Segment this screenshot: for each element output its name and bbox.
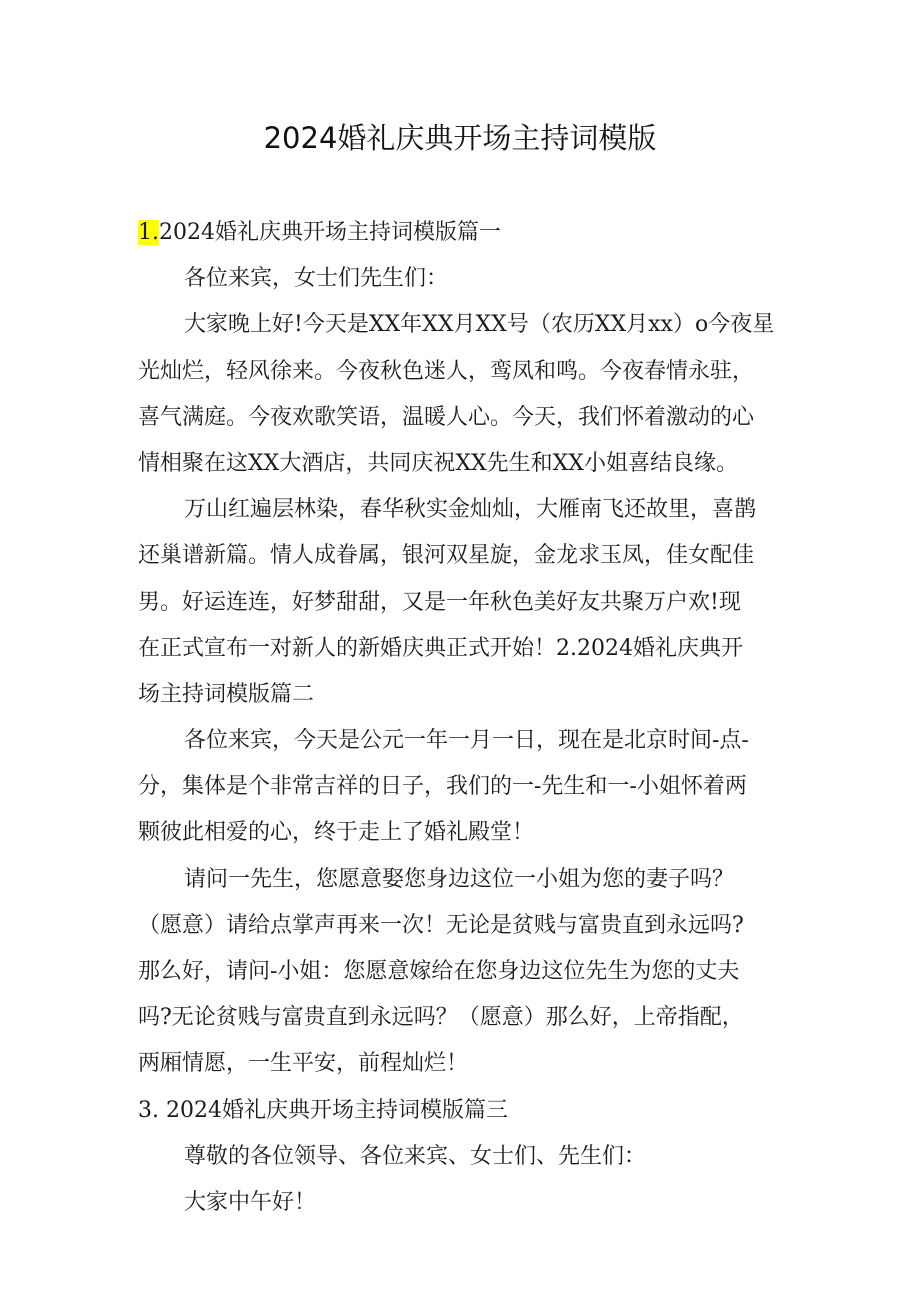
paragraph-line: 喜气满庭。今夜欢歌笑语，温暖人心。今天，我们怀着激动的心 (138, 404, 755, 430)
paragraph-line: 那么好，请问-小姐：您愿意嫁给在您身边这位先生为您的丈夫 (138, 959, 740, 984)
paragraph-line: 吗?无论贫贱与富贵直到永远吗？（愿意）那么好，上帝指配， (138, 1005, 744, 1031)
paragraph-line: 还巢谱新篇。情人成眷属，银河双星旋，金龙求玉凤，佳女配佳 (138, 543, 755, 569)
paragraph-line: 场主持词模版篇二 (138, 681, 315, 707)
paragraph-line: 颗彼此相爱的心，终于走上了婚礼殿堂！ (138, 820, 535, 846)
paragraph-line: 光灿烂，轻风徐来。今夜秋色迷人，鸾凤和鸣。今夜春情永驻， (138, 358, 755, 384)
paragraph-line: （愿意）请给点掌声再来一次！无论是贫贱与富贵直到永远吗? (138, 912, 744, 938)
paragraph-line: 万山红遍层林染，春华秋实金灿灿，大雁南飞还故里，喜鹊 (184, 497, 757, 523)
section-heading-1 (138, 210, 788, 256)
paragraph-line: 两厢情愿，一生平安，前程灿烂！ (138, 1051, 469, 1077)
document-body (138, 210, 788, 1226)
document-title: 2024婚礼庆典开场主持词模版 (263, 121, 657, 155)
paragraph-line: 尊敬的各位领导、各位来宾、女士们、先生们： (184, 1143, 647, 1169)
paragraph-line: 请问一先生，您愿意娶您身边这位一小姐为您的妻子吗？ (184, 866, 735, 892)
paragraph-line: 分，集体是个非常吉祥的日子，我们的一-先生和一-小姐怀着两 (138, 774, 747, 800)
paragraph-line: 大家中午好！ (184, 1189, 317, 1215)
section-heading-text: 2024婚礼庆典开场主持词模版篇一 (159, 220, 501, 245)
section-heading-3: 3. 2024婚礼庆典开场主持词模版篇三 (138, 1097, 508, 1123)
paragraph-line: 大家晚上好!今天是XX年XX月XX号（农历XX月xx）o今夜星 (184, 312, 775, 338)
paragraph-line: 在正式宣布一对新人的新婚庆典正式开始！2.2024婚礼庆典开 (138, 635, 743, 661)
highlighted-section-number: 1. (138, 220, 159, 245)
paragraph-line: 男。好运连连，好梦甜甜，又是一年秋色美好友共聚万户欢!现 (138, 589, 741, 615)
paragraph-line: 情相聚在这XX大酒店，共同庆祝XX先生和XX小姐喜结良缘。 (138, 450, 738, 476)
paragraph-line: 各位来宾，女士们先生们： (184, 266, 449, 292)
paragraph-line: 各位来宾，今天是公元一年一月一日，现在是北京时间-点- (184, 728, 749, 754)
